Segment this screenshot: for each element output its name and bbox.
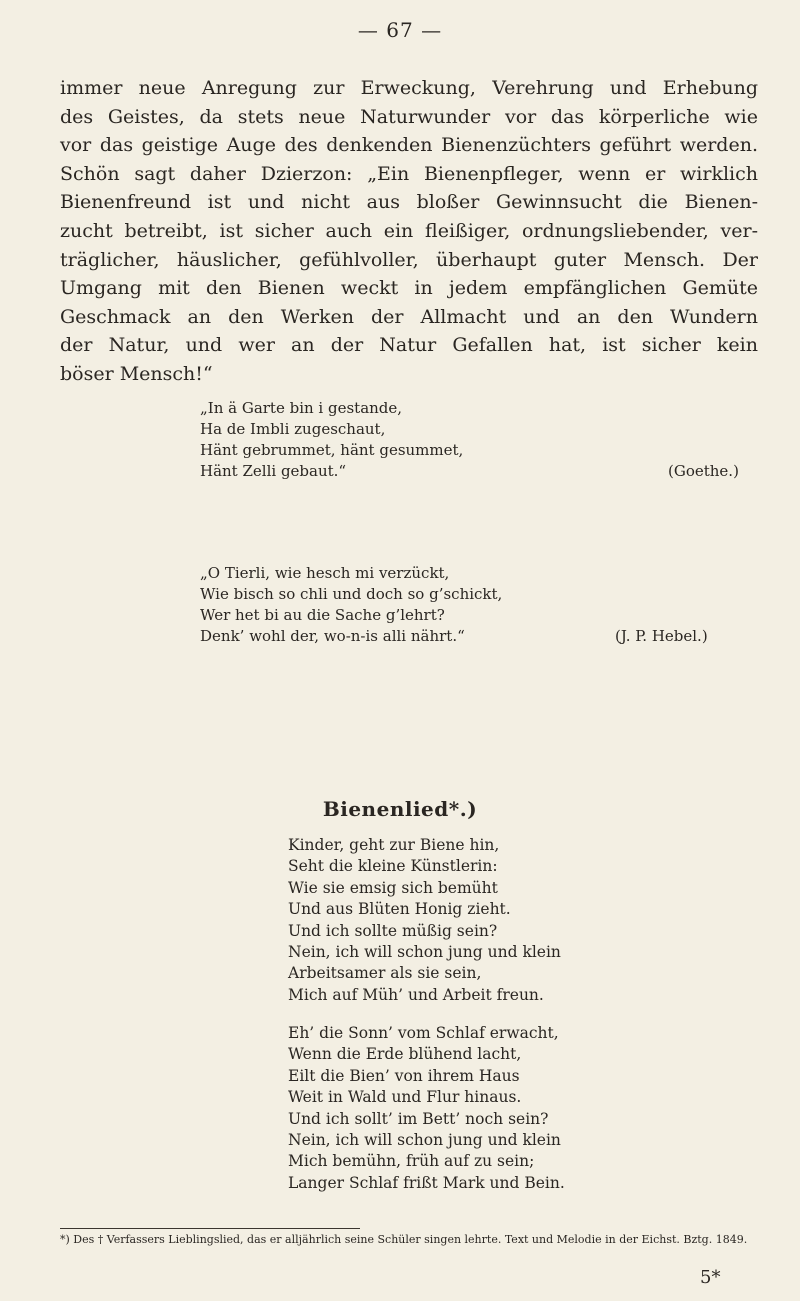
lied-line: Eh’ die Sonn’ vom Schlaf erwacht, <box>288 1024 559 1042</box>
lied-line: Und ich sollte müßig sein? <box>288 921 498 940</box>
poem-line: Hänt gebrummet, hänt gesummet, <box>200 441 464 459</box>
lied-line: Arbeitsamer als sie sein, <box>288 964 482 983</box>
lied-line: Mich bemühn, früh auf zu sein; <box>288 1152 535 1171</box>
goethe-poem <box>200 398 463 482</box>
prose-line: träglicher, häuslicher, gefühlvoller, überhaupt guter Mensch. Der <box>60 248 758 271</box>
footnote-divider <box>60 1228 360 1229</box>
prose-line: Bienenfreund ist und nicht aus bloßer Gewinnsucht die Bienen- <box>60 191 758 214</box>
poem-line: Hänt Zelli gebaut.“ <box>200 462 347 480</box>
hebel-attribution: (J. P. Hebel.) <box>615 627 708 645</box>
prose-line: vor das geistige Auge des denkenden Bienenzüchters geführt werden. <box>60 134 758 157</box>
prose-line: zucht betreibt, ist sicher auch ein fleißiger, ordnungsliebender, ver- <box>60 219 758 242</box>
poem-line: „In ä Garte bin i gestande, <box>200 399 403 417</box>
lied-line: Langer Schlaf frißt Mark und Bein. <box>288 1173 565 1192</box>
lied-line: Kinder, geht zur Biene hin, <box>288 836 500 854</box>
lied-stanza-1 <box>288 835 561 1006</box>
lied-line: Eilt die Bien’ von ihrem Haus <box>288 1066 520 1085</box>
prose-line: böser Mensch!“ <box>60 362 213 385</box>
goethe-attribution: (Goethe.) <box>668 462 739 480</box>
body-paragraph <box>60 74 758 389</box>
section-heading: Bienenlied*.) <box>322 797 478 821</box>
poem-line: Wer het bi au die Sache g’lehrt? <box>200 606 445 624</box>
signature-mark: 5* <box>700 1267 721 1288</box>
poem-line: „O Tierli, wie hesch mi verzückt, <box>200 564 450 582</box>
lied-line: Weit in Wald und Flur hinaus. <box>288 1088 522 1107</box>
lied-line: Und ich sollt’ im Bett’ noch sein? <box>288 1109 549 1128</box>
prose-line: Geschmack an den Werken der Allmacht und an den Wundern <box>60 305 758 328</box>
prose-line: Umgang mit den Bienen weckt in jedem empfänglichen Gemüte <box>60 277 758 300</box>
hebel-poem <box>200 563 502 647</box>
lied-line: Mich auf Müh’ und Arbeit freun. <box>288 985 544 1004</box>
lied-line: Nein, ich will schon jung und klein <box>288 943 561 962</box>
prose-line: immer neue Anregung zur Erweckung, Verehrung und Erhebung <box>60 77 758 99</box>
lied-line: Seht die kleine Künstlerin: <box>288 857 498 876</box>
prose-line: der Natur, und wer an der Natur Gefallen hat, ist sicher kein <box>60 334 758 357</box>
poem-line: Wie bisch so chli und doch so g’schickt, <box>200 585 503 603</box>
lied-line: Wie sie emsig sich bemüht <box>288 878 498 897</box>
prose-line: Schön sagt daher Dzierzon: „Ein Bienenpfleger, wenn er wirklich <box>60 162 758 185</box>
poem-line: Denk’ wohl der, wo-n-is alli nährt.“ <box>200 627 465 645</box>
lied-line: Nein, ich will schon jung und klein <box>288 1131 561 1150</box>
prose-line: des Geistes, da stets neue Naturwunder vor das körperliche wie <box>60 105 758 128</box>
lied-line: Wenn die Erde blühend lacht, <box>288 1045 522 1064</box>
poem-line: Ha de Imbli zugeschaut, <box>200 420 386 438</box>
lied-line: Und aus Blüten Honig zieht. <box>288 900 511 919</box>
footnote: *) Des † Verfassers Lieblingslied, das er alljährlich seine Schüler singen lehrte. Text und Melodie in der Eichst. Bztg. 1849. <box>60 1233 748 1246</box>
lied-stanza-2 <box>288 1023 565 1194</box>
page-number: — 67 — <box>357 18 443 42</box>
